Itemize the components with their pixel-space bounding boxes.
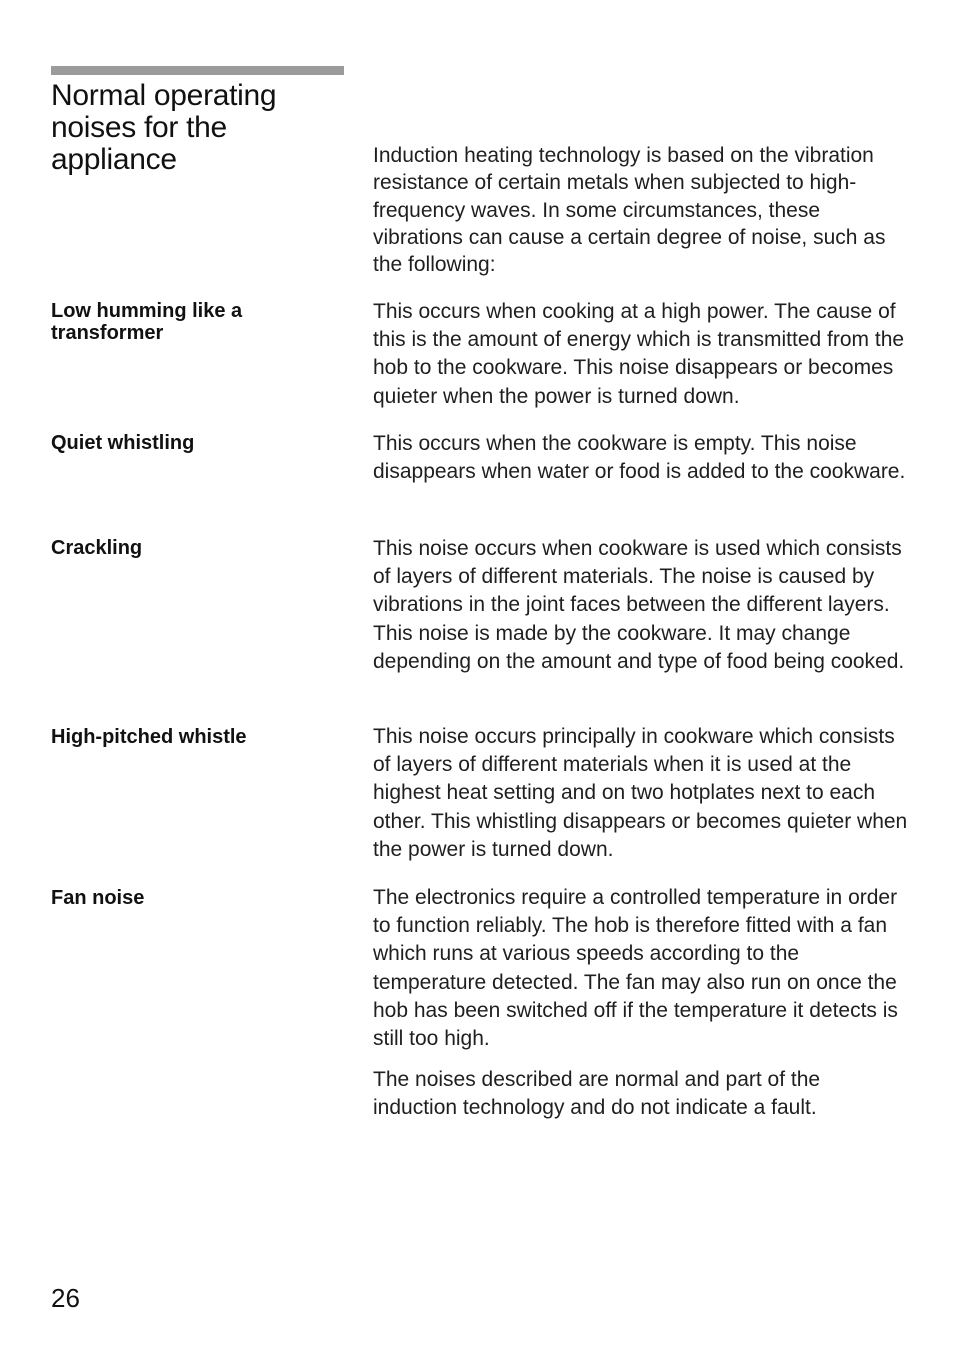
section-top-rule — [51, 66, 344, 75]
noise-term-quiet-whistling: Quiet whistling — [51, 432, 195, 454]
noise-description-high-pitched-whistle: This noise occurs principally in cookware which consists of layers of different materials when it is used at the highest heat setting and on two hotplates next to each other. This whistling disappears or becomes quieter when the power is turned down. — [373, 725, 908, 861]
noise-term-fan-noise: Fan noise — [51, 887, 145, 909]
noise-description-low-humming: This occurs when cooking at a high power. The cause of this is the amount of energy which is transmitted from the hob to the cookware. This noise disappears or becomes quieter when the power is turned down. — [373, 300, 905, 408]
noise-description-crackling: This noise occurs when cookware is used which consists of layers of different materials. The noise is caused by vibrations in the joint faces between the different layers. This noise is made by the cookware. It may change depending on the amount and type of food being cooked. — [373, 537, 905, 673]
noise-term-high-pitched-whistle: High-pitched whistle — [51, 726, 247, 748]
noise-description-fan-noise: The electronics require a controlled temperature in order to function reliably. The hob is therefore fitted with a fan which runs at various speeds according to the temperature detected. The fan may also run on once the hob has been switched off if the temperature it detects is still too high. — [373, 886, 898, 1051]
page-title: Normal operating noises for the appliance — [51, 79, 277, 176]
noise-description-quiet-whistling: This occurs when the cookware is empty. This noise disappears when water or food is added to the cookware. — [373, 432, 906, 484]
page-number: 26 — [51, 1283, 80, 1313]
noise-term-low-humming: Low humming like a transformer — [51, 300, 243, 344]
intro-paragraph: Induction heating technology is based on the vibration resistance of certain metals when subjected to high-frequency waves. In some circumstances, these vibrations can cause a certain degree of noise, such as the following: — [373, 144, 886, 277]
closing-note: The noises described are normal and part of the induction technology and do not indicate a fault. — [373, 1068, 821, 1120]
noise-term-crackling: Crackling — [51, 537, 143, 559]
